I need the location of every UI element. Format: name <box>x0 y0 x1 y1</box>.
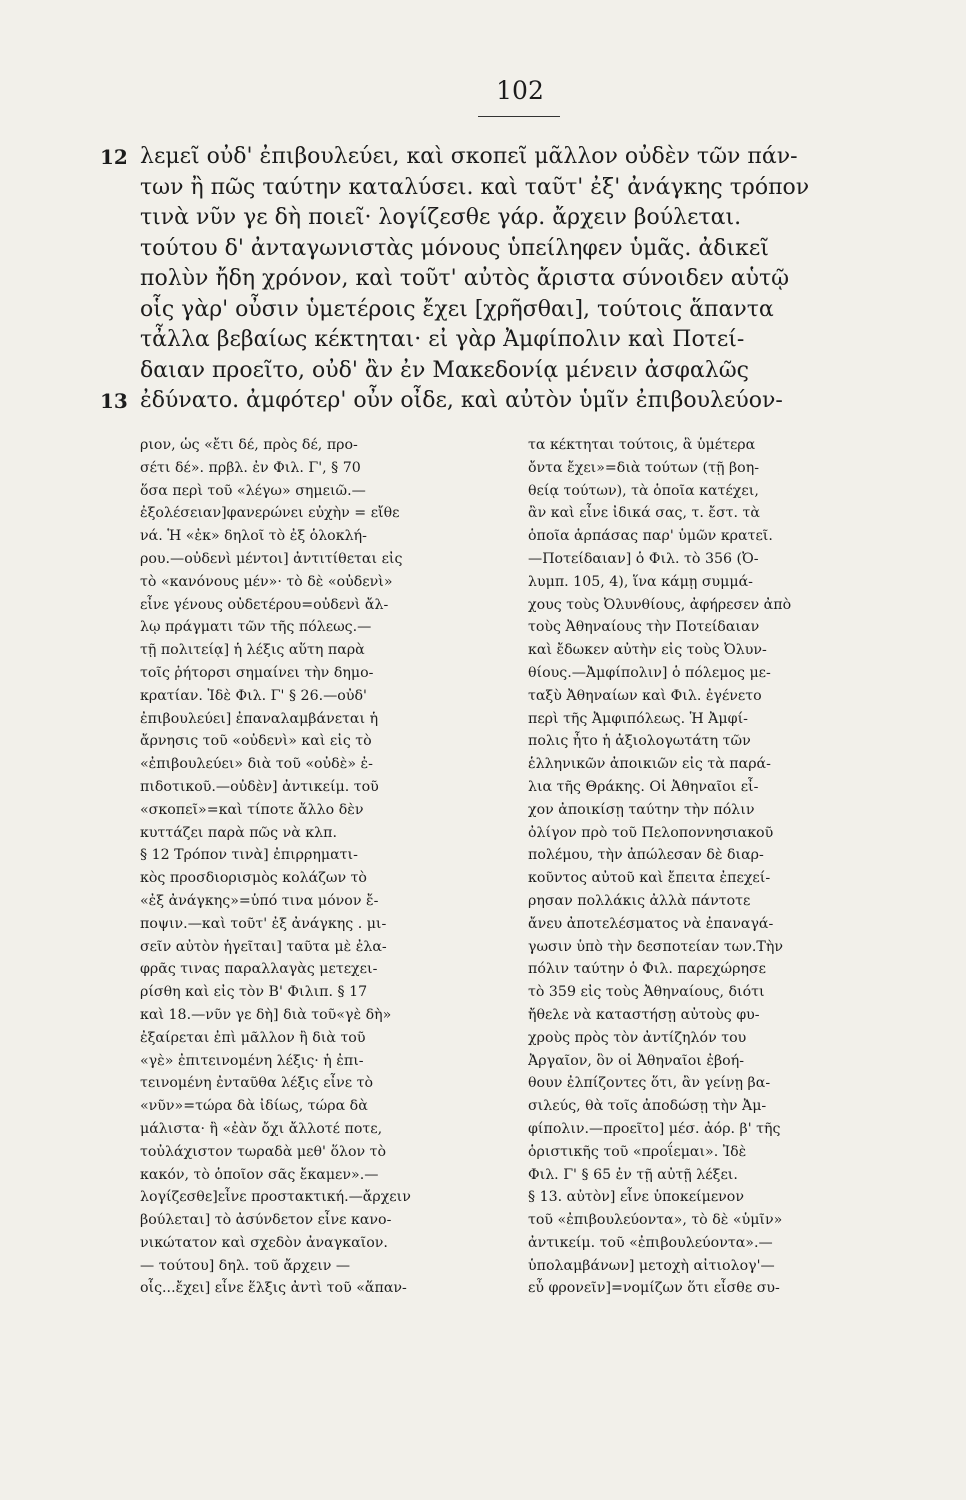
main-text-content: ἐδύνατο. ἀμφότερ' οὖν οἶδε, καὶ αὐτὸν ὑμῖν ἐπιβουλεύον- <box>140 388 783 413</box>
note-line: Φιλ. Γ' § 65 ἐν τῇ αὐτῇ λέξει. <box>528 1166 738 1183</box>
note-line: ρίσθη καὶ εἰς τὸν Β' Φιλιπ. § 17 <box>140 984 368 1001</box>
section-number: 12 <box>100 145 128 169</box>
note-line: ὄντα ἔχει»=διὰ τούτων (τῇ βοη- <box>528 459 759 476</box>
note-line: ἤθελε νὰ καταστήσῃ αὐτοὺς φυ- <box>528 1006 760 1023</box>
note-line: ἄνευ ἀποτελέσματος νὰ ἐπαναγά- <box>528 915 774 932</box>
note-line: —Ποτείδαιαν] ὁ Φιλ. τὸ 356 (Ὀ- <box>528 550 759 567</box>
note-line: «ἐπιβουλεύει» διὰ τοῦ «οὐδὲ» ἐ- <box>140 756 373 773</box>
main-text-line <box>100 325 880 356</box>
note-line: πόλιν ταύτην ὁ Φιλ. παρεχώρησε <box>528 961 766 978</box>
main-text-line <box>100 234 880 265</box>
note-line: κοῦντος αὐτοῦ καὶ ἔπειτα ἐπεχεί- <box>528 870 771 887</box>
main-text-line <box>100 173 880 204</box>
note-line: περὶ τῆς Ἀμφιπόλεως. Ἡ Ἀμφί- <box>528 710 748 727</box>
note-line: πολέμου, τὴν ἀπώλεσαν δὲ διαρ- <box>528 847 764 864</box>
note-line: χον ἀποικίσῃ ταύτην τὴν πόλιν <box>528 801 755 818</box>
note-line: ὁποῖα ἁρπάσας παρ' ὑμῶν κρατεῖ. <box>528 528 773 545</box>
main-text-line <box>100 295 880 326</box>
page-number: 102 <box>496 76 544 105</box>
note-line: — τούτου] δηλ. τοῦ ἄρχειν — <box>140 1257 351 1274</box>
note-line: Ἀργαῖον, ὃν οἱ Ἀθηναῖοι ἐβοή- <box>528 1052 745 1069</box>
note-line: § 13. αὐτὸν] εἶνε ὑποκείμενον <box>528 1189 744 1206</box>
note-line: τεινομένη ἐνταῦθα λέξις εἶνε τὸ <box>140 1075 374 1092</box>
note-line: θίους.—Ἀμφίπολιν] ὁ πόλεμος με- <box>528 664 771 681</box>
note-line: κρατίαν. Ἰδὲ Φιλ. Γ' § 26.—οὐδ' <box>140 687 367 704</box>
note-line: ἄρνησις τοῦ «οὐδενὶ» καὶ εἰς τὸ <box>140 733 372 750</box>
note-line: χροὺς πρὸς τὸν ἀντίζηλόν του <box>528 1029 747 1046</box>
main-text-content: τἆλλα βεβαίως κέκτηται· εἰ γὰρ Ἀμφίπολιν καὶ Ποτεί- <box>140 327 745 352</box>
note-line: ἀντικείμ. τοῦ «ἐπιβουλεύοντα».— <box>528 1234 773 1251</box>
note-line: «ἐξ ἀνάγκης»=ὑπό τινα μόνον ἔ- <box>140 892 379 909</box>
note-line: κυττάζει παρὰ πῶς νὰ κλπ. <box>140 824 337 841</box>
note-line: οἷς...ἔχει] εἶνε ἕλξις ἀντὶ τοῦ «ἅπαν- <box>140 1280 407 1297</box>
note-line: ὑπολαμβάνων] μετοχὴ αἰτιολογ'— <box>528 1257 775 1274</box>
note-line: κακόν, τὸ ὁποῖον σᾶς ἔκαμεν».— <box>140 1166 379 1183</box>
note-line: ταξὺ Ἀθηναίων καὶ Φιλ. ἐγένετο <box>528 687 762 704</box>
notes-right-column <box>528 434 878 1300</box>
main-greek-text <box>100 142 880 417</box>
main-text-content: των ἢ πῶς ταύτην καταλύσει. καὶ ταῦτ' ἐξ' ἀνάγκης τρόπον <box>140 174 810 200</box>
main-text-content: οἷς γὰρ' οὖσιν ὑμετέροις ἔχει [χρῆσθαι], τούτοις ἅπαντα <box>140 296 774 322</box>
note-line: ὀλίγον πρὸ τοῦ Πελοποννησιακοῦ <box>528 824 774 841</box>
note-line: πιδοτικοῦ.—οὐδὲν] ἀντικείμ. τοῦ <box>140 778 379 795</box>
main-text-line <box>100 203 880 234</box>
note-line: λια τῆς Θράκης. Οἱ Ἀθηναῖοι εἶ- <box>528 778 759 795</box>
note-line: καὶ 18.—νῦν γε δὴ] διὰ τοῦ«γὲ δὴ» <box>140 1006 392 1023</box>
note-line: «νῦν»=τώρα δὰ ἰδίως, τώρα δὰ <box>140 1098 368 1115</box>
note-line: βούλεται] τὸ ἀσύνδετον εἶνε κανο- <box>140 1212 392 1229</box>
main-text-content: δαιαν προεῖτο, οὐδ' ἂν ἐν Μακεδονίᾳ μένειν ἀσφαλῶς <box>140 357 749 383</box>
note-line: ποψιν.—καὶ τοῦτ' ἐξ ἀνάγκης . μι- <box>140 915 387 932</box>
main-text-content: τούτου δ' ἀνταγωνιστὰς μόνους ὑπείληφεν ὑμᾶς. ἀδικεῖ <box>140 235 769 261</box>
note-line: νικώτατον καὶ σχεδὸν ἀναγκαῖον. <box>140 1234 388 1251</box>
note-line: § 12 Τρόπον τινὰ] ἐπιρρηματι- <box>140 847 358 864</box>
note-line: λογίζεσθε]εἶνε προστακτική.—ἄρχειν <box>140 1189 411 1206</box>
note-line: φρᾶς τινας παραλλαγὰς μετεχει- <box>140 961 378 978</box>
note-line: τὸ 359 εἰς τοὺς Ἀθηναίους, διότι <box>528 984 765 1001</box>
note-line: θείᾳ τούτων), τὰ ὁποῖα κατέχει, <box>528 482 759 499</box>
main-text-line <box>100 264 880 295</box>
main-text-line <box>100 356 880 387</box>
page-number-rule <box>478 116 560 117</box>
main-text-line <box>100 142 880 173</box>
note-line: ἐξαίρεται ἐπὶ μᾶλλον ἢ διὰ τοῦ <box>140 1029 366 1046</box>
note-line: «σκοπεῖ»=καὶ τίποτε ἄλλο δὲν <box>140 801 364 818</box>
note-line: τοῖς ῥήτορσι σημαίνει τὴν δημο- <box>140 664 374 681</box>
note-line: τὸ «κανόνους μέν»· τὸ δὲ «οὐδενὶ» <box>140 573 393 590</box>
note-line: εἶνε γένους οὐδετέρου=οὐδενὶ ἄλ- <box>140 596 389 613</box>
main-text-line <box>100 386 880 417</box>
main-text-content: πολὺν ἤδη χρόνον, καὶ τοῦτ' αὐτὸς ἄριστα σύνοιδεν αὑτῷ <box>140 266 790 291</box>
note-line: ριον, ὡς «ἔτι δέ, πρὸς δέ, προ- <box>140 437 358 453</box>
section-number: 13 <box>100 389 128 413</box>
notes-left-column <box>140 434 490 1300</box>
note-line: θουν ἐλπίζοντες ὅτι, ἂν γείνῃ βα- <box>528 1075 771 1092</box>
note-line: ἑλληνικῶν ἀποικιῶν εἰς τὰ παρά- <box>528 756 771 773</box>
note-line: τα κέκτηται τούτοις, ἃ ὑμέτερα <box>528 437 756 453</box>
note-line: λῳ πράγματι τῶν τῆς πόλεως.— <box>140 619 372 636</box>
note-line: ὅσα περὶ τοῦ «λέγω» σημειῶ.— <box>140 482 366 499</box>
note-line: καὶ ἔδωκεν αὐτὴν εἰς τοὺς Ὀλυν- <box>528 642 767 659</box>
note-line: σιλεύς, θὰ τοῖς ἀποδώσῃ τὴν Ἀμ- <box>528 1098 767 1115</box>
note-line: ἐπιβουλεύει] ἐπαναλαμβάνεται ἡ <box>140 710 379 727</box>
note-line: χους τοὺς Ὀλυνθίους, ἀφήρεσεν ἀπὸ <box>528 596 792 613</box>
note-line: ἐξολέσειαν]φανερώνει εὐχὴν = εἴθε <box>140 505 400 522</box>
main-text-content: τινὰ νῦν γε δὴ ποιεῖ· λογίζεσθε γάρ. ἄρχειν βούλεται. <box>140 205 742 230</box>
note-line: πολις ἦτο ἡ ἀξιολογωτάτη τῶν <box>528 733 751 750</box>
note-line: ἂν καὶ εἶνε ἰδικά σας, τ. ἔστ. τὰ <box>528 505 760 522</box>
note-line: λυμπ. 105, 4), ἵνα κάμῃ συμμά- <box>528 573 753 590</box>
note-line: ρου.—οὐδενὶ μέντοι] ἀντιτίθεται εἰς <box>140 550 403 567</box>
note-line: φίπολιν.—προεῖτο] μέσ. ἀόρ. β' τῆς <box>528 1120 781 1137</box>
note-line: εὖ φρονεῖν]=νομίζων ὅτι εἶσθε συ- <box>528 1280 780 1297</box>
main-text-content: λεμεῖ οὐδ' ἐπιβουλεύει, καὶ σκοπεῖ μᾶλλον οὐδὲν τῶν πάν- <box>140 144 798 169</box>
note-line: τοῦ «ἐπιβουλεύοντα», τὸ δὲ «ὑμῖν» <box>528 1212 783 1229</box>
note-line: «γὲ» ἐπιτεινομένη λέξις· ἡ ἐπι- <box>140 1052 364 1069</box>
note-line: κὸς προσδιορισμὸς κολάζων τὸ <box>140 870 367 887</box>
note-line: νά. Ἡ «ἐκ» δηλοῖ τὸ ἐξ ὁλοκλή- <box>140 528 367 545</box>
note-line: γωσιν ὑπὸ τὴν δεσποτείαν των.Τὴν <box>528 938 783 955</box>
note-line: ρησαν πολλάκις ἀλλὰ πάντοτε <box>528 892 751 909</box>
note-line: τοὐλάχιστον τωραδὰ μεθ' ὅλον τὸ <box>140 1143 387 1160</box>
note-line: τοὺς Ἀθηναίους τὴν Ποτείδαιαν <box>528 619 760 636</box>
note-line: μάλιστα· ἢ «ἐὰν ὄχι ἄλλοτέ ποτε, <box>140 1120 383 1137</box>
note-line: τῇ πολιτείᾳ] ἡ λέξις αὕτη παρὰ <box>140 642 365 659</box>
note-line: σεῖν αὐτὸν ἡγεῖται] ταῦτα μὲ ἐλα- <box>140 938 387 955</box>
note-line: σέτι δέ». πρβλ. ἐν Φιλ. Γ', § 70 <box>140 459 361 476</box>
note-line: ὁριστικῆς τοῦ «προΐεμαι». Ἰδὲ <box>528 1143 747 1160</box>
